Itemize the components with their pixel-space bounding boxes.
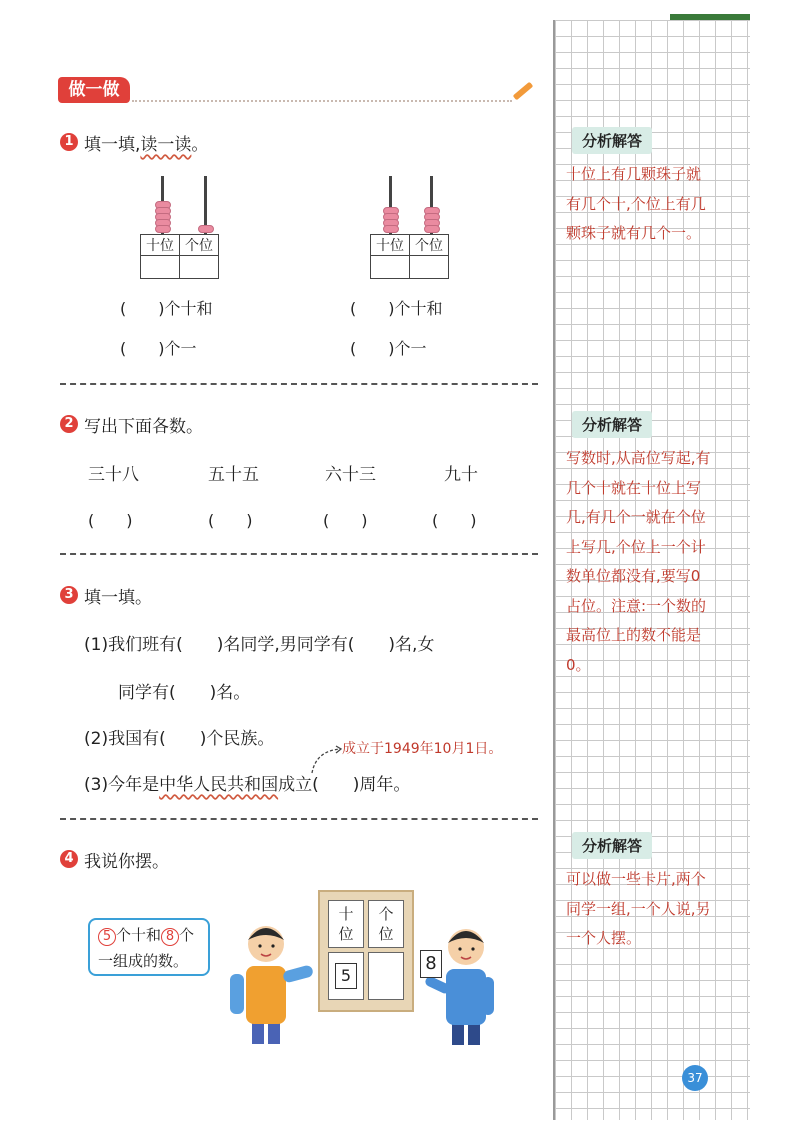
section-divider (60, 818, 538, 820)
tens-label: 十位 (371, 235, 410, 256)
place-value-table (370, 234, 449, 279)
page-number: 37 (682, 1065, 708, 1091)
bubble-line-1 (98, 922, 200, 948)
place-value-board (318, 890, 414, 1012)
board-tens-header (328, 900, 364, 948)
place-value-table (140, 234, 219, 279)
ones-label: 个位 (180, 235, 219, 256)
answer-blank-2[interactable]: ( ) (208, 511, 253, 530)
board-tens-slot[interactable] (328, 952, 364, 1000)
number-word-4: 九十 (444, 465, 478, 485)
tens-cell (141, 256, 180, 279)
bead (424, 225, 440, 233)
bead (383, 225, 399, 233)
q3-line-1-cont: 同学有( )名。 (118, 683, 251, 703)
number-word-3: 六十三 (325, 465, 376, 485)
analysis-note-2: 写数时,从高位写起,有几个十就在十位上写几,有几个一就在个位上写几,个位上一个计数单位都没有,要写0占位。注意:一个数的最高位上的数不能是0。 (566, 449, 711, 674)
question-4-prompt: 我说你摆。 (84, 852, 169, 872)
q3-line-3-a: (3)今年是 (84, 775, 160, 795)
answer-blank-1[interactable]: ( ) (88, 511, 133, 530)
bubble-text-2: 个 (179, 926, 195, 944)
analysis-tag-1: 分析解答 (572, 127, 652, 154)
question-4-number: 4 (60, 850, 78, 868)
analysis-tag-2: 分析解答 (572, 411, 652, 438)
q1-prompt-part: 填一填, (84, 135, 141, 155)
bubble-line-2: 一组成的数。 (98, 952, 189, 970)
answer-blank-3[interactable]: ( ) (323, 511, 368, 530)
number-word-1: 三十八 (88, 465, 139, 485)
analysis-tag-3: 分析解答 (572, 832, 652, 859)
question-3-prompt: 填一填。 (84, 588, 152, 608)
question-3-number: 3 (60, 586, 78, 604)
tens-cell (371, 256, 410, 279)
number-word-2: 五十五 (208, 465, 259, 485)
speech-bubble (88, 918, 210, 976)
q1-answer-ones-1[interactable]: ( )个一 (120, 339, 197, 358)
bubble-text-1: 个十和 (116, 926, 162, 944)
board-ones-slot[interactable] (368, 952, 404, 1000)
question-1-number: 1 (60, 133, 78, 151)
section-divider (60, 383, 538, 385)
sidebar-top-bar (670, 14, 750, 20)
analysis-note-3: 可以做一些卡片,两个同学一组,一个人说,另一个人摆。 (566, 870, 711, 947)
q1-answer-ones-2[interactable]: ( )个一 (350, 339, 427, 358)
tens-label: 十位 (141, 235, 180, 256)
question-1-prompt (84, 130, 208, 155)
header-divider (132, 100, 512, 102)
analysis-note-1: 十位上有几颗珠子就有几个十,个位上有几颗珠子就有几个一。 (566, 165, 706, 242)
boy-placer-illustration (420, 925, 510, 1045)
pencil-icon (513, 82, 534, 101)
answer-blank-4[interactable]: ( ) (432, 511, 477, 530)
board-tens-label: 十 位 (338, 905, 354, 943)
ones-cell (180, 256, 219, 279)
bead (198, 225, 214, 233)
board-ones-label: 个 位 (378, 905, 394, 943)
q1-prompt-read: 读一读 (140, 135, 192, 155)
q3-line-3 (84, 770, 410, 795)
abacus-2 (370, 176, 460, 282)
section-header: 做一做 (58, 77, 130, 103)
circled-number-8: 8 (161, 928, 179, 946)
q1-answer-tens-1[interactable]: ( )个十和 (120, 299, 213, 318)
q3-annotation: 成立于1949年10月1日。 (342, 741, 503, 757)
circled-number-5: 5 (98, 928, 116, 946)
boy-speaker-illustration (220, 920, 320, 1046)
section-divider (60, 553, 538, 555)
q3-line-1: (1)我们班有( )名同学,男同学有( )名,女 (84, 635, 435, 655)
bead (155, 225, 171, 233)
q3-line-2: (2)我国有( )个民族。 (84, 729, 275, 749)
ones-cell (410, 256, 449, 279)
board-ones-header (368, 900, 404, 948)
q1-prompt-end: 。 (191, 135, 209, 155)
q3-line-3-country: 中华人民共和国 (159, 775, 279, 795)
card-5[interactable]: 5 (335, 963, 357, 989)
question-2-prompt: 写出下面各数。 (84, 417, 203, 437)
card-8[interactable]: 8 (420, 950, 442, 978)
abacus-1 (140, 176, 230, 282)
q3-line-3-c: 成立( )周年。 (278, 775, 411, 795)
ones-label: 个位 (410, 235, 449, 256)
q1-answer-tens-2[interactable]: ( )个十和 (350, 299, 443, 318)
question-2-number: 2 (60, 415, 78, 433)
